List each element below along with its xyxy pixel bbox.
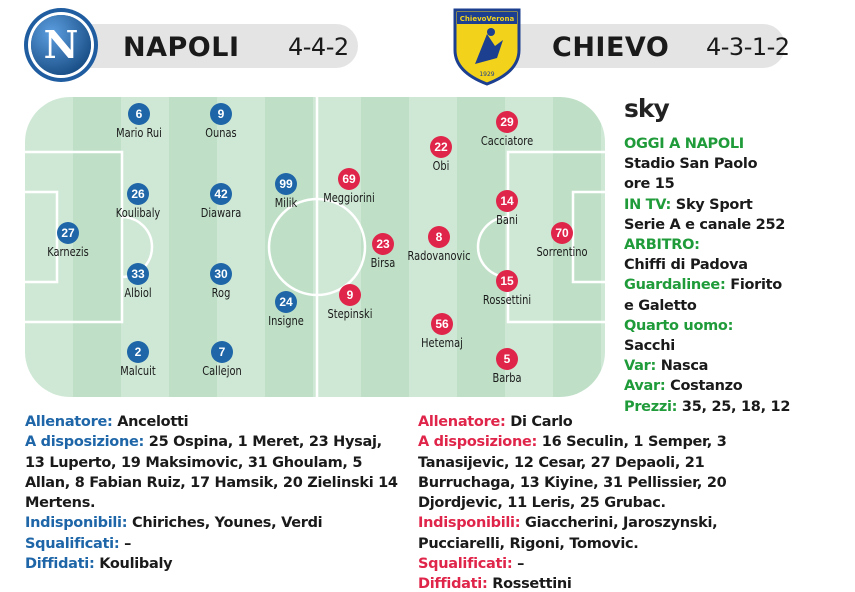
prices: 35, 25, 18, 12 (681, 398, 791, 415)
fourth-official: Sacchi (624, 338, 675, 355)
var-label: Var: (624, 358, 656, 375)
away-coach: Di Carlo (510, 414, 573, 430)
var: Nasca (660, 358, 709, 375)
home-warned: Koulibaly (99, 556, 173, 573)
kickoff-time: ore 15 (624, 176, 675, 193)
away-suspended-label: Squalificati: (418, 556, 513, 573)
home-unavailable-label: Indisponibili: (25, 515, 128, 532)
avar: Costanzo (670, 378, 743, 395)
away-bench: 16 Seculin, 1 Semper, 3 Tanasijevic, 12 Cesar, 27 Depaoli, 21 Burruchaga, 13 Kiyine, 31 Pellissier, 20 Djordjevic, 11 Leris, 25 Grubac. (418, 434, 727, 512)
home-team-notes (25, 412, 405, 574)
sky-logo: sky (624, 94, 669, 123)
away-warned: Rossettini (492, 576, 572, 592)
away-suspended: – (517, 556, 525, 573)
away-team-formation: 4-3-1-2 (706, 33, 790, 61)
home-coach: Ancelotti (117, 414, 189, 430)
away-team-notes (418, 412, 748, 592)
linesmen-detail: e Galetto (624, 297, 697, 314)
avar-label: Avar: (624, 378, 666, 395)
prices-label: Prezzi: (624, 398, 678, 415)
venue-label: OGGI A NAPOLI (624, 136, 744, 152)
referee: Chiffi di Padova (624, 257, 748, 274)
linesmen: Fiorito (730, 277, 782, 294)
away-coach-label: Allenatore: (418, 414, 506, 430)
away-unavailable: Giaccherini, Jaroszynski, Pucciarelli, Rigoni, Tomovic. (418, 515, 718, 552)
home-bench: 25 Ospina, 1 Meret, 23 Hysaj, 13 Luperto, 19 Maksimovic, 31 Ghoulam, 5 Allan, 8 Fabian Ruiz, 17 Hamsik, 20 Zielinski 14 Mertens. (25, 434, 398, 512)
home-warned-label: Diffidati: (25, 556, 95, 573)
linesmen-label: Guardalinee: (624, 277, 726, 294)
home-team-formation: 4-4-2 (288, 33, 349, 61)
home-team-name: NAPOLI (123, 32, 240, 63)
pitch: 6 Mario Rui 9 Ounas 26 Koulibaly 42 Diawara 99 Milik 27 Karnezis 33 Albiol 30 Rog 24 Insigne 2 Malcuit 7 Callejon 29 Cacciatore 22 Obi 69 Meggiorini 14 Bani 70 Sorrentino 23 Birsa 8 Radovanovic 15 Rossettini 9 Stepinski 56 Hetemaj 5 Barba (25, 97, 605, 397)
tv-channel-detail: Serie A e canale 252 (624, 216, 786, 233)
home-unavailable: Chiriches, Younes, Verdi (131, 515, 323, 532)
svg-text:ChievoVerona: ChievoVerona (459, 15, 515, 23)
match-info (624, 134, 849, 417)
tv-channel: Sky Sport (675, 196, 753, 213)
home-suspended-label: Squalificati: (25, 535, 120, 552)
home-suspended: – (124, 535, 132, 552)
svg-text:N: N (43, 22, 79, 67)
fourth-official-label: Quarto uomo: (624, 317, 734, 334)
svg-text:1929: 1929 (479, 71, 495, 78)
away-unavailable-label: Indisponibili: (418, 515, 521, 532)
napoli-crest-icon (22, 6, 100, 84)
chievo-crest-icon (451, 6, 523, 86)
referee-label: ARBITRO: (624, 237, 700, 254)
tv-label: IN TV: (624, 196, 672, 213)
home-coach-label: Allenatore: (25, 414, 113, 430)
home-bench-label: A disposizione: (25, 434, 145, 451)
away-team-name: CHIEVO (552, 32, 670, 63)
away-bench-label: A disposizione: (418, 434, 538, 451)
away-warned-label: Diffidati: (418, 576, 488, 592)
stadium: Stadio San Paolo (624, 156, 758, 173)
